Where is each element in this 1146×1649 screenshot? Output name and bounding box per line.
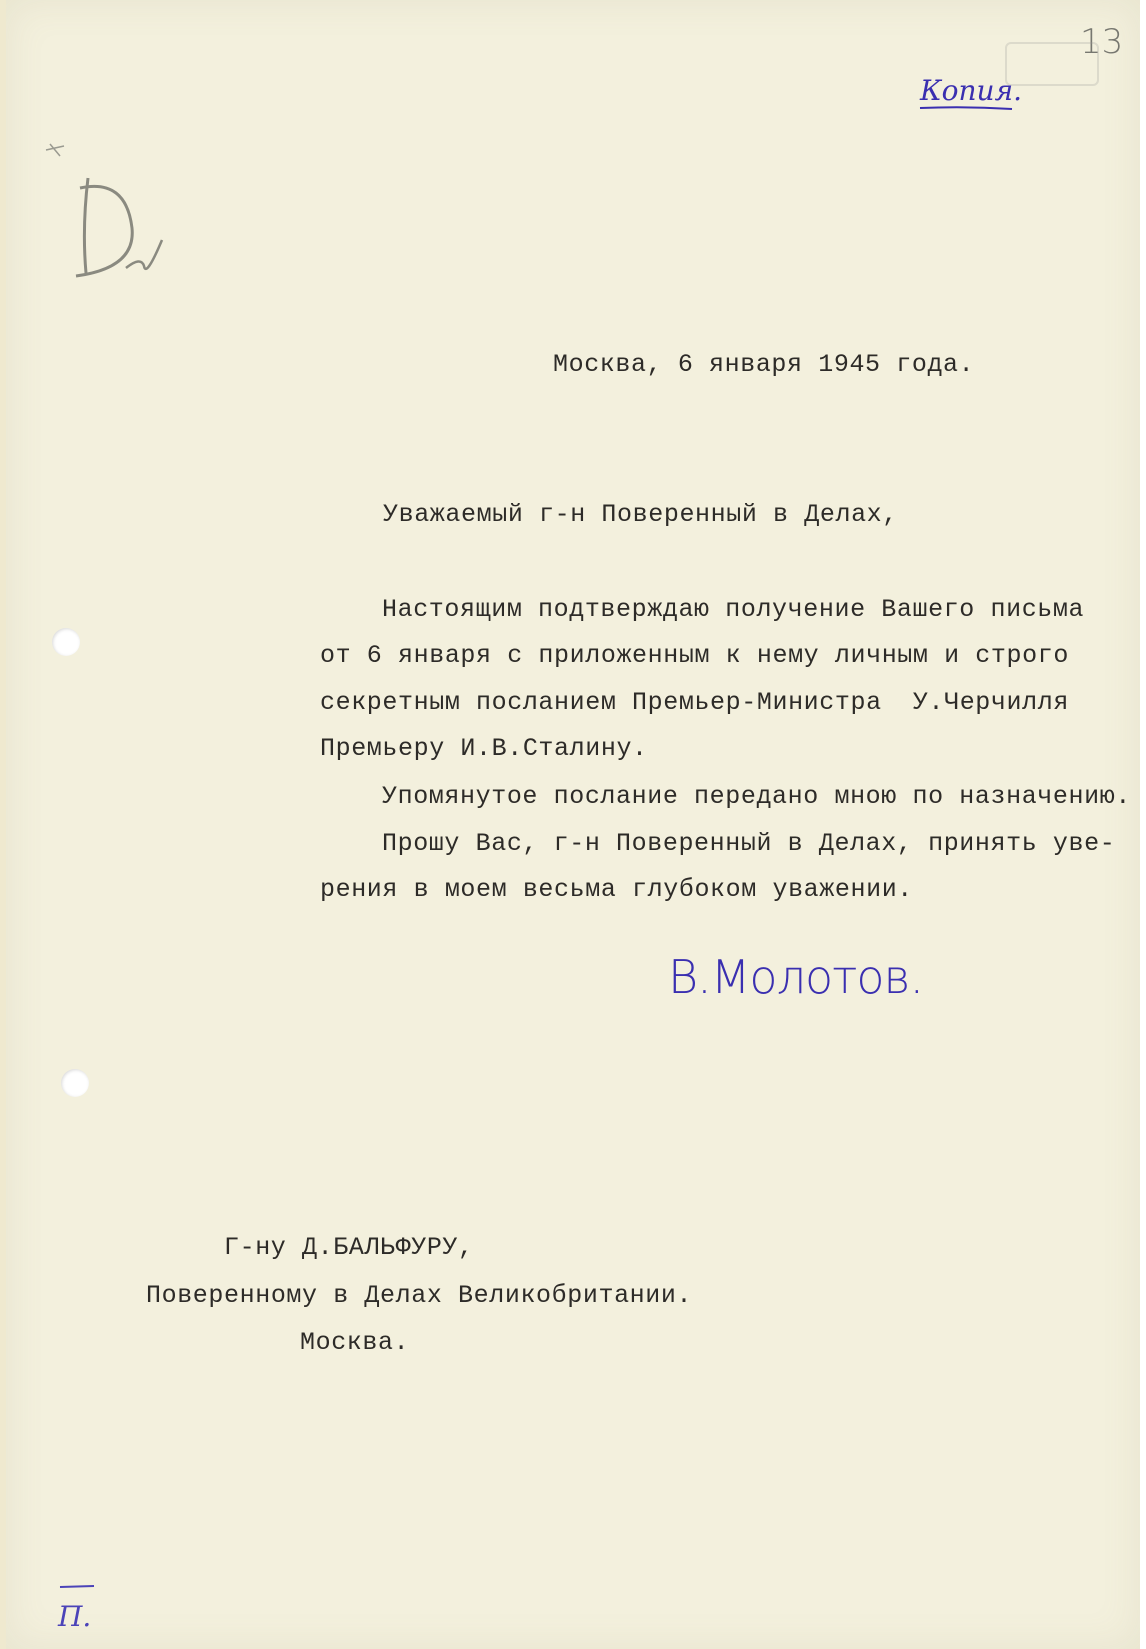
- addressee-title: Поверенному в Делах Великобритании.: [146, 1281, 693, 1310]
- copy-annotation: Копия.: [920, 74, 1023, 107]
- body-line-7: рения в моем весьма глубоком уважении.: [320, 875, 913, 904]
- pencil-mark-icon: [66, 168, 176, 283]
- punch-hole-upper: [52, 628, 80, 656]
- body-line-5: Упомянутое послание передано мною по назначению.: [382, 782, 1131, 811]
- small-pencil-tick-icon: [44, 142, 68, 158]
- page-edge: [0, 0, 6, 1649]
- bottom-annotation-line: [58, 1584, 98, 1590]
- body-line-6: Прошу Вас, г-н Поверенный в Делах, принять уве-: [382, 829, 1116, 858]
- addressee-city: Москва.: [300, 1328, 410, 1357]
- body-line-3: секретным посланием Премьер-Министра У.Черчилля: [320, 688, 1069, 717]
- body-line-1: Настоящим подтверждаю получение Вашего письма: [382, 595, 1085, 624]
- copy-annotation-underline: [918, 104, 1014, 112]
- addressee-name: Г-ну Д.БАЛЬФУРУ,: [224, 1233, 474, 1262]
- place-date: Москва, 6 января 1945 года.: [553, 350, 975, 379]
- body-line-4: Премьеру И.В.Сталину.: [320, 734, 648, 763]
- body-line-2: от 6 января с приложенным к нему личным и строго: [320, 641, 1069, 670]
- punch-hole-lower: [61, 1069, 89, 1097]
- bottom-annotation: П.: [58, 1600, 92, 1633]
- salutation: Уважаемый г-н Поверенный в Делах,: [383, 500, 898, 529]
- page-number-annotation: 13: [1080, 22, 1124, 62]
- signature: В.Молотов.: [668, 950, 924, 1004]
- document-page: [6, 0, 1140, 1649]
